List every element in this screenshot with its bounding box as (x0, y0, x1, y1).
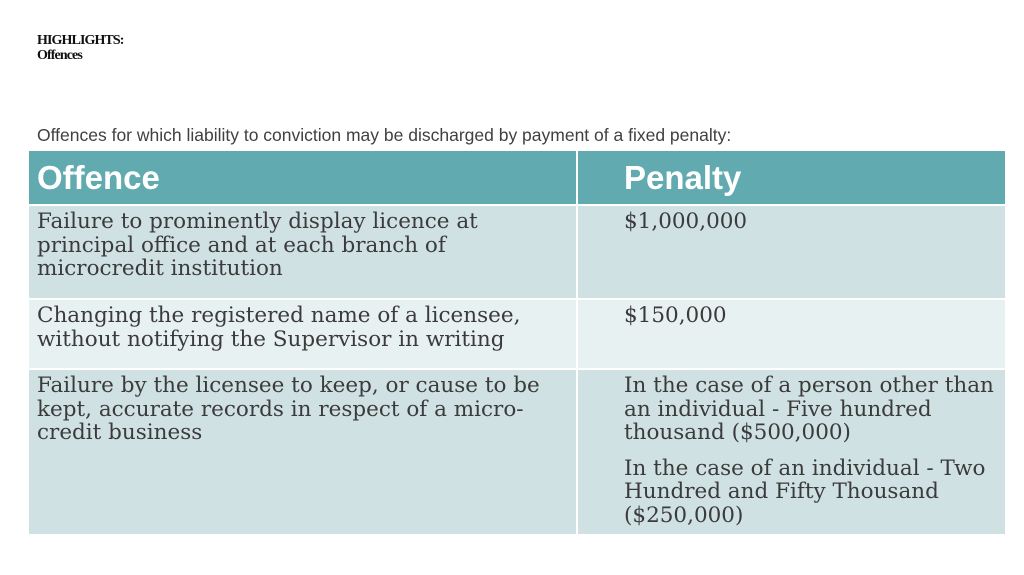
table-row (29, 299, 1005, 369)
penalty-table (29, 151, 1005, 536)
slide-subtitle: Offences for which liability to conviction may be discharged by payment of a fixed penalty: (37, 125, 732, 145)
offence-cell: Failure to prominently display licence at principal office and at each branch of microcredit institution (29, 205, 577, 299)
heading-line-offences: Offences (37, 48, 82, 63)
penalty-text: $1,000,000 (624, 209, 748, 234)
penalty-cell (577, 205, 1005, 299)
offence-cell: Failure by the licensee to keep, or cause to be kept, accurate records in respect of a micro-credit business (29, 369, 577, 535)
penalty-cell (577, 299, 1005, 369)
penalty-text-non-individual: In the case of a person other than an individual - Five hundred thousand ($500,000) (624, 373, 994, 445)
column-header-penalty: Penalty (577, 151, 1005, 205)
slide-heading (37, 33, 124, 63)
penalty-cell (577, 369, 1005, 535)
heading-line-highlights: HIGHLIGHTS: (37, 33, 124, 48)
penalty-text-individual: In the case of an individual - Two Hundred and Fifty Thousand ($250,000) (624, 455, 986, 528)
table-header-row (29, 151, 1005, 205)
column-header-offence: Offence (29, 151, 577, 205)
offence-cell: Changing the registered name of a licensee, without notifying the Supervisor in writing (29, 299, 577, 369)
table-row (29, 369, 1005, 535)
penalty-text: $150,000 (624, 303, 727, 328)
table-row (29, 205, 1005, 299)
